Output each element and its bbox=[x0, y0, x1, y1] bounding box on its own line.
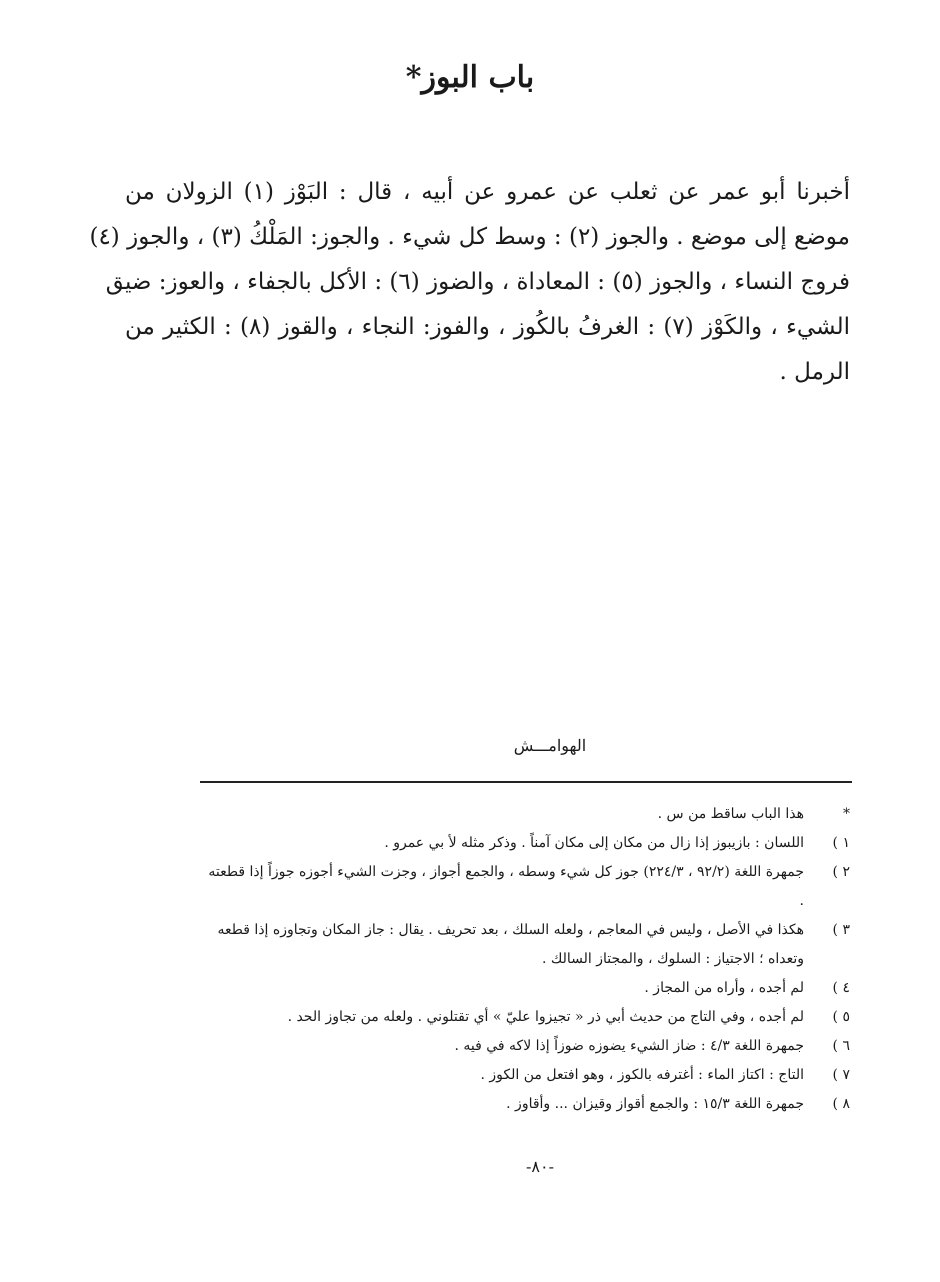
footnote-marker: ٧ ) bbox=[832, 1067, 850, 1083]
footnote-text: اللسان : بازيبوز إذا زال من مكان إلى مكان آمناً . وذكر مثله لأ بي عمرو . bbox=[384, 835, 804, 851]
footnote-item bbox=[200, 1061, 850, 1090]
footnote-item bbox=[200, 1032, 850, 1061]
footnote-text: هذا الباب ساقط من س . bbox=[657, 806, 804, 822]
page-number: -٨٠- bbox=[526, 1157, 554, 1176]
footnote-text: التاج : اكتاز الماء : أغترفه بالكوز ، وهو افتعل من الكوز . bbox=[480, 1067, 804, 1083]
footnotes-list bbox=[200, 800, 850, 1119]
footnote-text: جمهرة اللغة ٤/٣ : ضاز الشيء يضوزه ضوزاً إذا لاكه في فيه . bbox=[454, 1038, 804, 1054]
footnote-text: لم أجده ، وأراه من المجاز . bbox=[644, 980, 804, 996]
footnote-item bbox=[200, 916, 850, 974]
footnote-text: هكذا في الأصل ، وليس في المعاجم ، ولعله السلك ، بعد تحريف . يقال : جاز المكان وتجاوزه إذا قطعه وتعداه ؛ الاجتياز : السلوك ، والمجتاز السالك . bbox=[217, 922, 804, 967]
footnote-marker: * bbox=[843, 806, 850, 822]
body-line: الرمل . bbox=[779, 359, 850, 385]
footnote-text: جمهرة اللغة ١٥/٣ : والجمع أقواز وقيزان ... وأقاوز . bbox=[506, 1096, 804, 1112]
footnote-marker: ٦ ) bbox=[832, 1038, 850, 1054]
body-line: الشيء ، والكَوْز (٧) : الغرفُ بالكُوز ، والفوز: النجاء ، والقوز (٨) : الكثير من bbox=[125, 314, 850, 340]
footnotes-divider bbox=[200, 781, 852, 783]
footnote-marker: ٢ ) bbox=[832, 864, 850, 880]
chapter-title: باب البوز* bbox=[405, 60, 535, 95]
body-line: فروج النساء ، والجوز (٥) : المعاداة ، والضوز (٦) : الأكل بالجفاء ، والعوز: ضيق bbox=[105, 269, 850, 295]
footnote-item bbox=[200, 858, 850, 916]
footnotes-heading: الهوامـــش bbox=[513, 736, 587, 755]
footnote-text: لم أجده ، وفي التاج من حديث أبي ذر « تجيزوا عليّ » أي تقتلوني . ولعله من تجاوز الحد . bbox=[287, 1009, 804, 1025]
footnote-item bbox=[200, 829, 850, 858]
footnote-text: جمهرة اللغة (٩٢/٢ ، ٢٢٤/٣) جوز كل شيء وسطه ، والجمع أجواز ، وجزت الشيء أجوزه جوزاً إذا قطعته . bbox=[208, 864, 804, 909]
body-text bbox=[89, 170, 850, 395]
body-line: أخبرنا أبو عمر عن ثعلب عن عمرو عن أبيه ، قال : البَوْز (١) الزولان من bbox=[125, 179, 850, 205]
footnote-marker: ٥ ) bbox=[832, 1009, 850, 1025]
footnote-item bbox=[200, 800, 850, 829]
footnote-item bbox=[200, 1090, 850, 1119]
footnote-marker: ١ ) bbox=[832, 835, 850, 851]
footnote-item bbox=[200, 974, 850, 1003]
footnote-marker: ٨ ) bbox=[832, 1096, 850, 1112]
footnote-marker: ٤ ) bbox=[832, 980, 850, 996]
footnote-item bbox=[200, 1003, 850, 1032]
footnote-marker: ٣ ) bbox=[832, 922, 850, 938]
body-line: موضع إلى موضع . والجوز (٢) : وسط كل شيء . والجوز: المَلْكُ (٣) ، والجوز (٤) bbox=[89, 224, 850, 250]
